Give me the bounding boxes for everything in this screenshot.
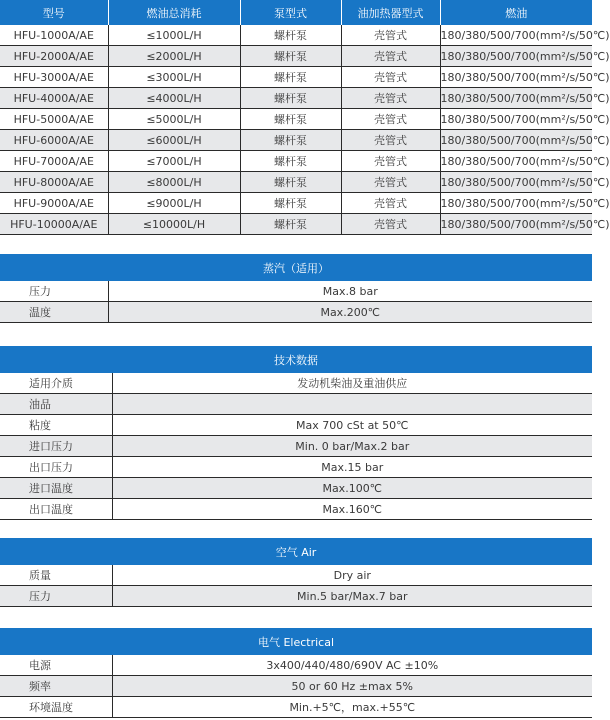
cell-heater-type: 壳管式: [341, 130, 440, 151]
header-model: 型号: [0, 0, 108, 25]
row-value: Min.+5℃，max.+55℃: [112, 697, 592, 718]
cell-fuel-consumption: ≤3000L/H: [108, 67, 240, 88]
cell-fuel: 180/380/500/700(mm²/s/50℃): [440, 88, 592, 109]
cell-pump-type: 螺杆泵: [240, 172, 341, 193]
table-row: [0, 676, 592, 697]
cell-model: HFU-9000A/AE: [0, 193, 108, 214]
cell-model: HFU-10000A/AE: [0, 214, 108, 235]
row-value: 50 or 60 Hz ±max 5%: [112, 676, 592, 697]
row-label: 质量: [0, 565, 112, 586]
row-label: 压力: [0, 281, 108, 302]
table-row: [0, 586, 592, 607]
table-row: [0, 415, 592, 436]
steam-title: 蒸汽（适用）: [0, 254, 592, 281]
models-table: [0, 0, 610, 235]
cell-heater-type: 壳管式: [341, 46, 440, 67]
cell-model: HFU-5000A/AE: [0, 109, 108, 130]
table-row: [0, 130, 592, 151]
row-label: 温度: [0, 302, 108, 323]
electrical-table: [0, 628, 592, 718]
cell-fuel-consumption: ≤9000L/H: [108, 193, 240, 214]
header-fuel-consumption: 燃油总消耗: [108, 0, 240, 25]
cell-pump-type: 螺杆泵: [240, 25, 341, 46]
cell-heater-type: 壳管式: [341, 193, 440, 214]
cell-fuel: 180/380/500/700(mm²/s/50℃): [440, 130, 592, 151]
row-value: Max.200℃: [108, 302, 592, 323]
cell-heater-type: 壳管式: [341, 214, 440, 235]
table-row: [0, 46, 592, 67]
cell-fuel-consumption: ≤6000L/H: [108, 130, 240, 151]
cell-fuel: 180/380/500/700(mm²/s/50℃): [440, 172, 592, 193]
cell-fuel: 180/380/500/700(mm²/s/50℃): [440, 193, 592, 214]
table-row: [0, 655, 592, 676]
cell-pump-type: 螺杆泵: [240, 130, 341, 151]
models-header-row: [0, 0, 592, 25]
cell-heater-type: 壳管式: [341, 151, 440, 172]
cell-fuel: 180/380/500/700(mm²/s/50℃): [440, 25, 592, 46]
row-value: Max.8 bar: [108, 281, 592, 302]
table-row: [0, 478, 592, 499]
row-value: 3x400/440/480/690V AC ±10%: [112, 655, 592, 676]
steam-table: [0, 254, 592, 323]
row-label: 进口压力: [0, 436, 112, 457]
cell-pump-type: 螺杆泵: [240, 46, 341, 67]
row-label: 进口温度: [0, 478, 112, 499]
cell-heater-type: 壳管式: [341, 67, 440, 88]
technical-data-table: [0, 346, 592, 520]
cell-heater-type: 壳管式: [341, 109, 440, 130]
row-value: Max.15 bar: [112, 457, 592, 478]
cell-fuel-consumption: ≤7000L/H: [108, 151, 240, 172]
cell-fuel: 180/380/500/700(mm²/s/50℃): [440, 214, 592, 235]
header-fuel: 燃油: [440, 0, 592, 25]
table-row: [0, 193, 592, 214]
cell-model: HFU-2000A/AE: [0, 46, 108, 67]
cell-fuel: 180/380/500/700(mm²/s/50℃): [440, 67, 592, 88]
table-row: [0, 88, 592, 109]
cell-model: HFU-3000A/AE: [0, 67, 108, 88]
row-value: 发动机柴油及重油供应: [112, 373, 592, 394]
cell-model: HFU-8000A/AE: [0, 172, 108, 193]
row-label: 适用介质: [0, 373, 112, 394]
cell-fuel-consumption: ≤10000L/H: [108, 214, 240, 235]
cell-fuel-consumption: ≤5000L/H: [108, 109, 240, 130]
cell-model: HFU-4000A/AE: [0, 88, 108, 109]
header-pump-type: 泵型式: [240, 0, 341, 25]
table-row: [0, 151, 592, 172]
table-row: [0, 436, 592, 457]
cell-fuel: 180/380/500/700(mm²/s/50℃): [440, 46, 592, 67]
row-value: Max.160℃: [112, 499, 592, 520]
table-row: [0, 25, 592, 46]
table-row: [0, 373, 592, 394]
table-row: [0, 214, 592, 235]
cell-pump-type: 螺杆泵: [240, 109, 341, 130]
table-row: [0, 302, 592, 323]
row-label: 出口温度: [0, 499, 112, 520]
row-label: 压力: [0, 586, 112, 607]
table-row: [0, 109, 592, 130]
cell-fuel: 180/380/500/700(mm²/s/50℃): [440, 109, 592, 130]
table-row: [0, 281, 592, 302]
cell-fuel-consumption: ≤2000L/H: [108, 46, 240, 67]
table-row: [0, 565, 592, 586]
row-label: 频率: [0, 676, 112, 697]
row-label: 环境温度: [0, 697, 112, 718]
row-value: Min. 0 bar/Max.2 bar: [112, 436, 592, 457]
cell-pump-type: 螺杆泵: [240, 151, 341, 172]
table-row: [0, 697, 592, 718]
row-label: 粘度: [0, 415, 112, 436]
row-value: [112, 394, 592, 415]
cell-pump-type: 螺杆泵: [240, 193, 341, 214]
tech-title: 技术数据: [0, 346, 592, 373]
row-value: Dry air: [112, 565, 592, 586]
header-heater-type: 油加热器型式: [341, 0, 440, 25]
cell-pump-type: 螺杆泵: [240, 67, 341, 88]
cell-model: HFU-1000A/AE: [0, 25, 108, 46]
electrical-title: 电气 Electrical: [0, 628, 592, 655]
row-label: 出口压力: [0, 457, 112, 478]
row-value: Min.5 bar/Max.7 bar: [112, 586, 592, 607]
air-table: [0, 538, 592, 607]
cell-fuel-consumption: ≤8000L/H: [108, 172, 240, 193]
table-row: [0, 394, 592, 415]
cell-heater-type: 壳管式: [341, 25, 440, 46]
cell-pump-type: 螺杆泵: [240, 88, 341, 109]
row-label: 油品: [0, 394, 112, 415]
table-row: [0, 457, 592, 478]
table-row: [0, 172, 592, 193]
cell-heater-type: 壳管式: [341, 88, 440, 109]
row-value: Max.100℃: [112, 478, 592, 499]
cell-fuel-consumption: ≤4000L/H: [108, 88, 240, 109]
row-value: Max 700 cSt at 50℃: [112, 415, 592, 436]
cell-model: HFU-7000A/AE: [0, 151, 108, 172]
cell-fuel: 180/380/500/700(mm²/s/50℃): [440, 151, 592, 172]
cell-fuel-consumption: ≤1000L/H: [108, 25, 240, 46]
air-title: 空气 Air: [0, 538, 592, 565]
row-label: 电源: [0, 655, 112, 676]
cell-pump-type: 螺杆泵: [240, 214, 341, 235]
cell-heater-type: 壳管式: [341, 172, 440, 193]
table-row: [0, 499, 592, 520]
cell-model: HFU-6000A/AE: [0, 130, 108, 151]
table-row: [0, 67, 592, 88]
